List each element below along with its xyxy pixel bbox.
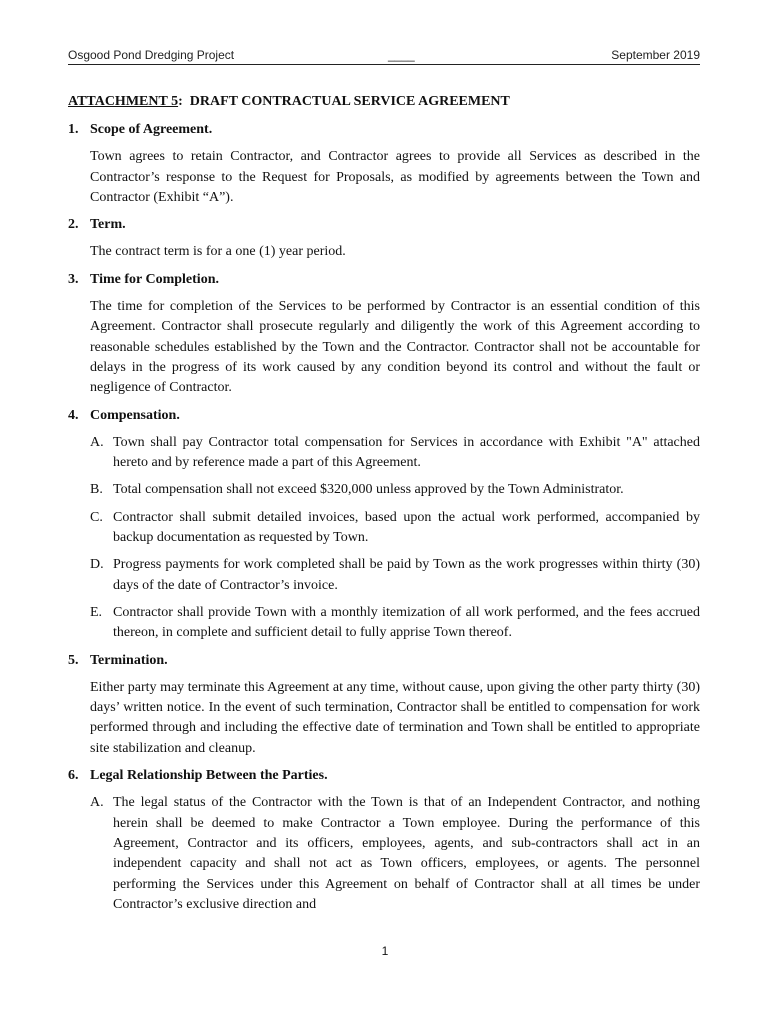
- list-item-letter: B.: [90, 482, 103, 498]
- title-attachment-label: ATTACHMENT 5: [68, 94, 179, 109]
- section-heading: [68, 766, 700, 786]
- section-heading: [68, 215, 700, 235]
- section-number: 1.: [68, 122, 79, 137]
- title-colon: :: [178, 94, 183, 109]
- section-paragraph: Either party may terminate this Agreement at any time, without cause, upon giving the other party thirty (30) days’ written notice. In the event of such termination, Contractor shall be entitled to compensation for work performed through and including the effective date of termination and Town shall be entitled to appropriate site stabilization and cleanup.: [90, 679, 700, 756]
- list-item-text: The legal status of the Contractor with the Town is that of an Independent Contractor, and nothing herein shall be deemed to make Contractor a Town employee. During the performance of this Agreement, Contractor and its officers, employees, agents, and sub-contractors shall act in an independent capacity and shall not act as Town officers, employees, or agents. The personnel performing the Services under this Agreement on behalf of Contractor shall at all times be under Contractor’s exclusive direction and: [113, 795, 700, 912]
- list-item-letter: C.: [90, 509, 103, 525]
- section-title: Compensation.: [90, 407, 180, 423]
- section-title: Scope of Agreement.: [90, 122, 213, 137]
- section-heading: [68, 270, 700, 290]
- section-heading: [68, 406, 700, 426]
- list-item-text: Town shall pay Contractor total compensation for Services in accordance with Exhibit "A" attached hereto and by reference made a part of this Agreement.: [113, 434, 700, 471]
- page-number: 1: [381, 944, 389, 958]
- section-paragraph: The contract term is for a one (1) year period.: [90, 244, 346, 260]
- header-blank: ____: [388, 48, 415, 62]
- list-item-letter: A.: [90, 434, 104, 450]
- page-header: [68, 46, 700, 65]
- list-item: [90, 603, 700, 644]
- section-title: Term.: [90, 217, 126, 233]
- section-number: 4.: [68, 407, 79, 423]
- section-number: 6.: [68, 768, 79, 784]
- section-number: 3.: [68, 271, 79, 287]
- list-item-letter: A.: [90, 795, 104, 811]
- section-heading: [68, 120, 700, 140]
- list-item-text: Progress payments for work completed shall be paid by Town as the work progresses within thirty (30) days of the date of Contractor’s invoice.: [113, 557, 700, 593]
- section-title: Time for Completion.: [90, 271, 219, 287]
- document-body: [68, 120, 700, 922]
- list-item: [90, 555, 700, 596]
- list-item-letter: D.: [90, 557, 104, 573]
- list-item-text: Contractor shall submit detailed invoices, based upon the actual work performed, accompanied by backup documentation as requested by Town.: [113, 509, 700, 546]
- title-main: DRAFT CONTRACTUAL SERVICE AGREEMENT: [189, 94, 510, 109]
- list-item: [90, 508, 700, 549]
- list-item: [90, 480, 700, 500]
- section-title: Termination.: [90, 652, 168, 668]
- section-paragraph: The time for completion of the Services to be performed by Contractor is an essential condition of this Agreement. Contractor shall prosecute regularly and diligently the work of this Agreement according to reasonable schedules established by the Town and the Contractor. Contractor shall not be accountable for delays in the progress of its work caused by any condition beyond its control and without the fault or negligence of Contractor.: [90, 299, 700, 396]
- section-number: 5.: [68, 652, 79, 668]
- header-project-name: Osgood Pond Dredging Project: [68, 48, 235, 62]
- list-item: [90, 793, 700, 915]
- list-item-letter: E.: [90, 604, 103, 620]
- list-item: [90, 433, 700, 474]
- document-title: [68, 94, 510, 110]
- section-number: 2.: [68, 217, 79, 233]
- section-title: Legal Relationship Between the Parties.: [90, 768, 328, 784]
- section-paragraph: Town agrees to retain Contractor, and Contractor agrees to provide all Services as described in the Contractor’s response to the Request for Proposals, as modified by agreements between the Town and Contractor (Exhibit “A”).: [90, 149, 700, 205]
- list-item-text: Total compensation shall not exceed $320,000 unless approved by the Town Administrator.: [113, 482, 624, 498]
- section-heading: [68, 651, 700, 671]
- list-item-text: Contractor shall provide Town with a monthly itemization of all work performed, and the fees accrued thereon, in complete and sufficient detail to fully apprise Town thereof.: [113, 604, 700, 641]
- header-date: September 2019: [611, 48, 700, 62]
